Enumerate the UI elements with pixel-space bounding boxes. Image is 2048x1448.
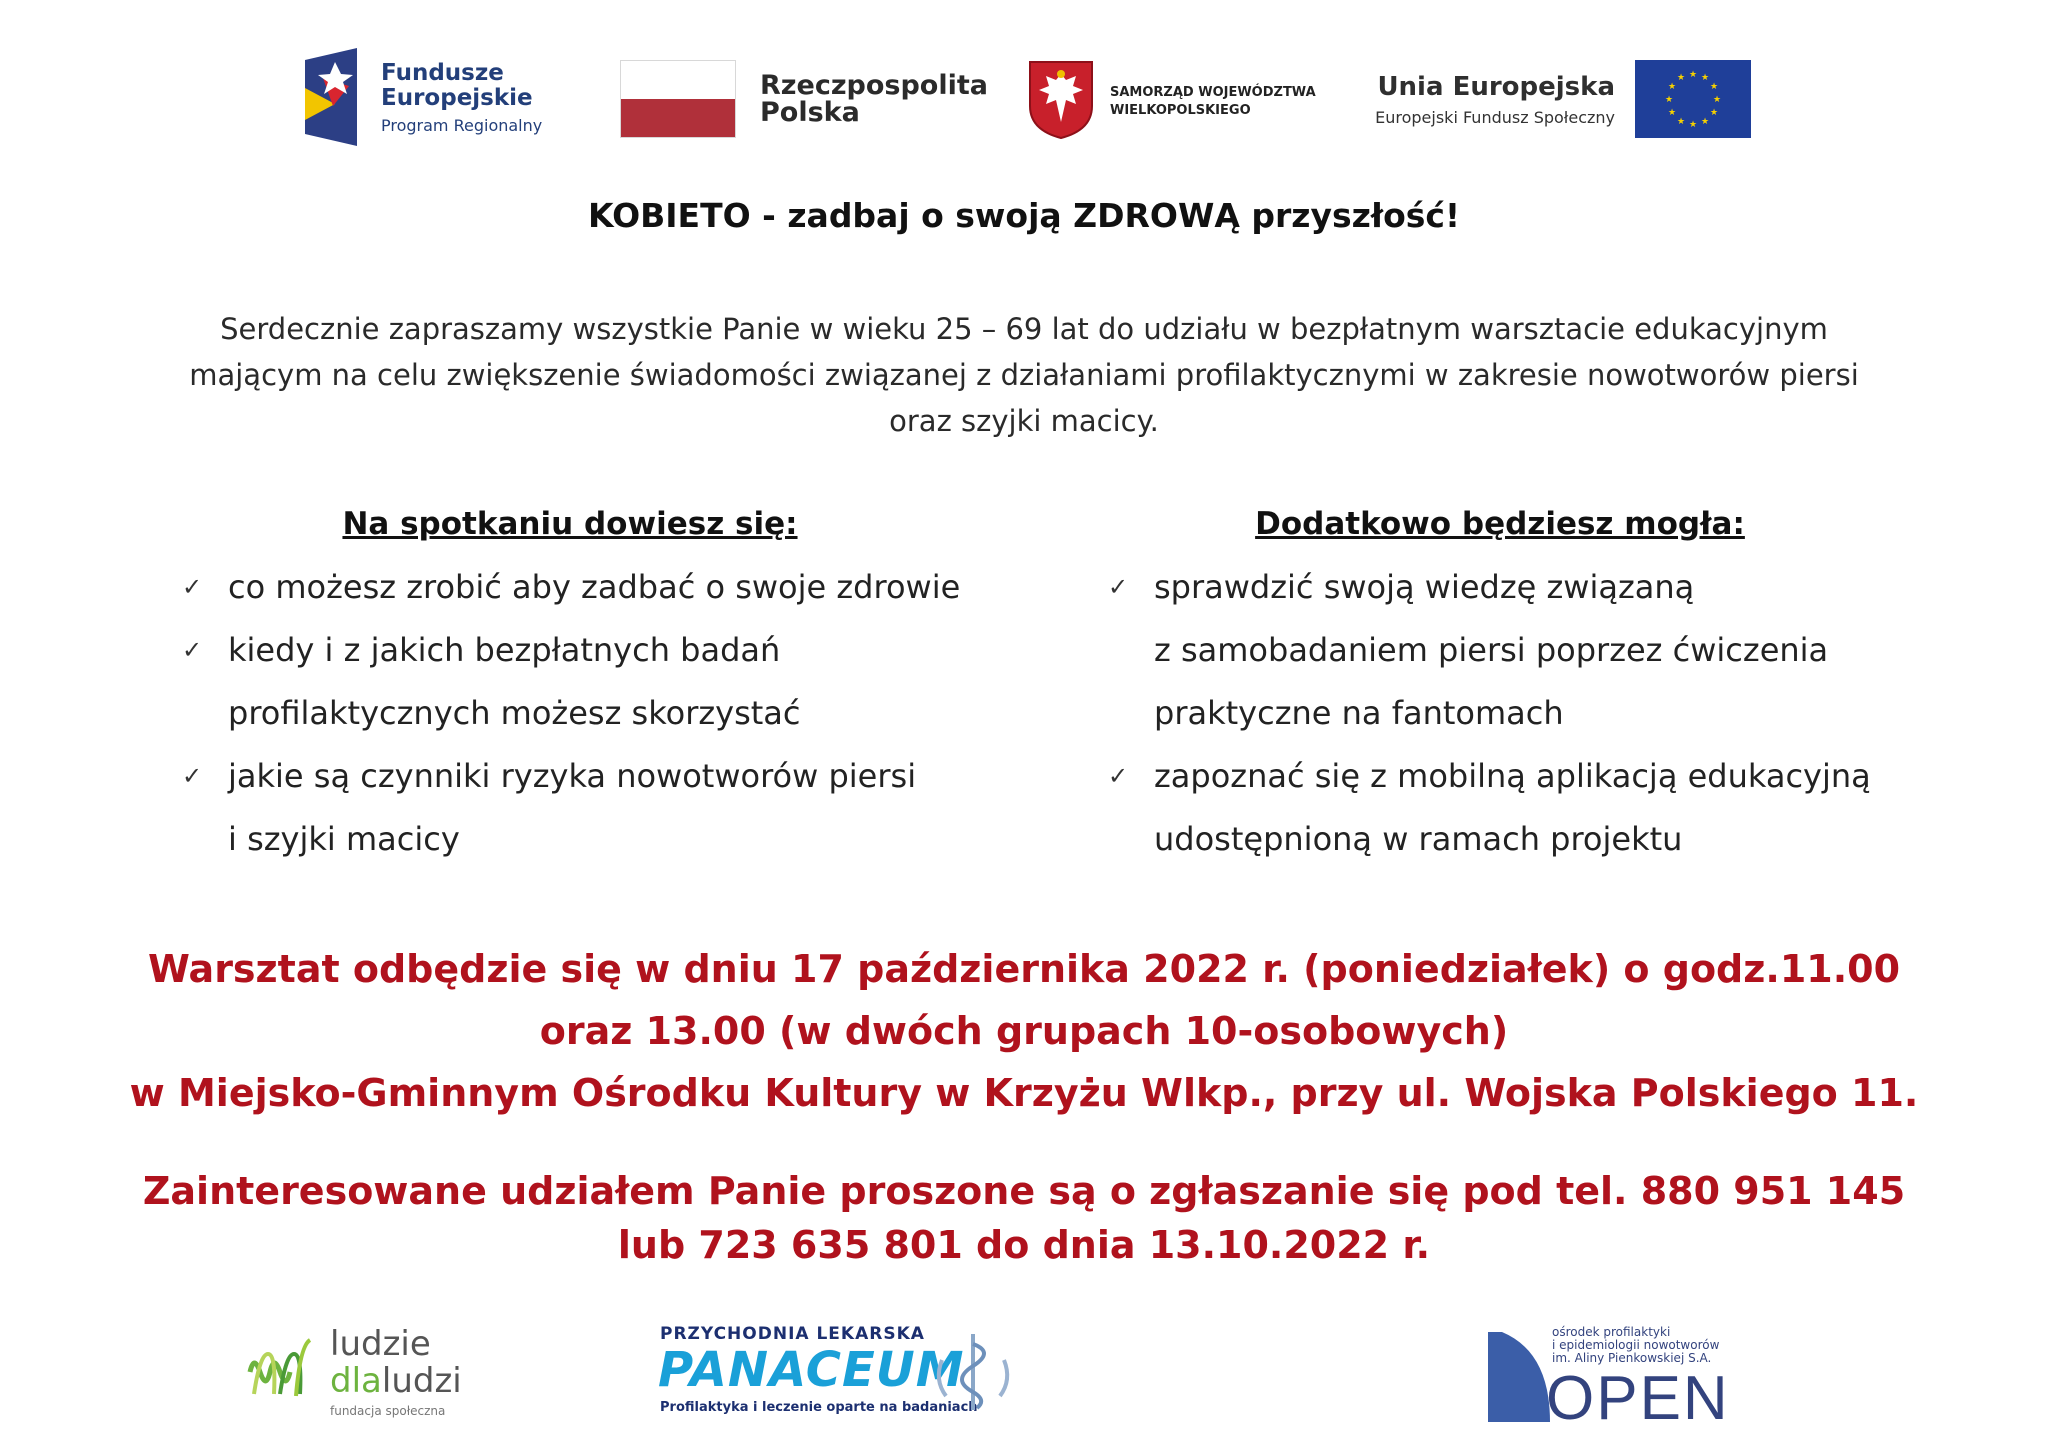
event-line1: Warsztat odbędzie się w dniu 17 października 2022 r. (poniedziałek) o godz.11.00 [147, 947, 1901, 991]
ldl-line2 [330, 1363, 462, 1400]
polish-flag-icon [620, 60, 736, 138]
svg-text:★: ★ [1676, 73, 1686, 83]
wlkp-line1: SAMORZĄD WOJEWÓDZTWA [1110, 85, 1316, 100]
open-mark-icon [1488, 1332, 1550, 1422]
fundusze-europejskie-logo [305, 44, 565, 154]
eu-text [1370, 72, 1615, 127]
svg-text:★: ★ [1709, 82, 1719, 92]
open-wordmark: OPEN [1546, 1364, 1730, 1433]
list-item-text: kiedy i z jakich bezpłatnych badań [228, 631, 781, 669]
list-item-text: co możesz zrobić aby zadbać o swoje zdrowie [228, 568, 961, 606]
left-checklist [182, 556, 1022, 871]
rp-line1: Rzeczpospolita [760, 70, 988, 101]
ldl-text [330, 1326, 462, 1400]
open-line3: im. Aliny Pienkowskiej S.A. [1552, 1351, 1712, 1365]
wlkp-text [1110, 84, 1316, 119]
unia-europejska-logo [1370, 60, 1760, 140]
svg-text:★: ★ [1712, 95, 1722, 105]
event-line2: oraz 13.00 (w dwóch grupach 10-osobowych) [539, 1009, 1509, 1053]
event-line3: w Miejsko-Gminnym Ośrodku Kultury w Krzyżu Wlkp., przy ul. Wojska Polskiego 11. [129, 1071, 1919, 1115]
svg-text:★: ★ [1700, 73, 1710, 83]
ludzie-dla-ludzi-mark-icon [244, 1332, 316, 1402]
svg-text:★: ★ [1667, 82, 1677, 92]
left-column-heading: Na spotkaniu dowiesz się: [342, 506, 798, 542]
intro-paragraph: Serdecznie zapraszamy wszystkie Panie w wieku 25 – 69 lat do udziału w bezpłatnym warsztacie edukacyjnym mającym na celu zwiększenie świadomości związanej z działaniami profilaktycznymi w zakresie nowotworów piersi oraz szyjki macicy. [189, 312, 1859, 438]
svg-text:★: ★ [1700, 117, 1710, 127]
list-item-text: i szyjki macicy [228, 820, 460, 858]
open-logo [1488, 1325, 1730, 1433]
fundusze-europejskie-text [381, 62, 542, 134]
eu-flag-icon [1635, 60, 1751, 138]
list-item-text: sprawdzić swoją wiedzę związaną [1154, 568, 1695, 606]
list-item-text: praktyczne na fantomach [1154, 694, 1564, 732]
ludzie-dla-ludzi-logo [244, 1326, 504, 1422]
contact-line1: Zainteresowane udziałem Panie proszone są o zgłaszanie się pod tel. 880 951 145 [142, 1169, 1906, 1213]
samorzad-wielkopolska-logo [1028, 60, 1328, 140]
svg-text:★: ★ [1667, 108, 1677, 118]
right-column-heading: Dodatkowo będziesz mogła: [1255, 506, 1745, 542]
page-title: KOBIETO - zadbaj o swoją ZDROWĄ przyszłość! [587, 196, 1461, 235]
list-item [182, 619, 1022, 745]
panaceum-tagline: Profilaktyka i leczenie oparte na badaniach [660, 1400, 978, 1415]
list-item [182, 556, 1022, 619]
list-item-text: z samobadaniem piersi poprzez ćwiczenia [1154, 631, 1829, 669]
rzeczpospolita-polska-logo [620, 60, 988, 140]
eu-line2: Europejski Fundusz Społeczny [1375, 108, 1615, 127]
eu-line1: Unia Europejska [1377, 72, 1615, 102]
checkmark-icon: ✓ [182, 573, 203, 601]
fe-line1: Fundusze [381, 60, 504, 86]
ldl-subtitle: fundacja społeczna [330, 1404, 446, 1418]
svg-text:★: ★ [1709, 108, 1719, 118]
wielkopolska-eagle-shield-icon [1028, 60, 1094, 140]
checkmark-icon: ✓ [1108, 762, 1129, 790]
panaceum-logo [660, 1324, 1020, 1424]
contact-info [0, 1164, 2048, 1272]
rp-text [760, 72, 988, 126]
svg-text:★: ★ [1664, 95, 1674, 105]
list-item-text: zapoznać się z mobilną aplikacją edukacyjną [1154, 757, 1871, 795]
rp-line2: Polska [760, 97, 860, 128]
wlkp-line2: WIELKOPOLSKIEGO [1110, 102, 1251, 118]
ldl-ludzi: ludzi [381, 1361, 462, 1401]
ldl-dla: dla [330, 1361, 382, 1401]
fundusze-europejskie-mark-icon [305, 48, 357, 146]
ldl-line1: ludzie [330, 1324, 431, 1364]
panaceum-top-text: PRZYCHODNIA LEKARSKA [660, 1324, 925, 1344]
open-small-text [1552, 1326, 1719, 1365]
open-line2: i epidemiologii nowotworów [1552, 1338, 1720, 1352]
checkmark-icon: ✓ [182, 636, 203, 664]
checkmark-icon: ✓ [1108, 573, 1129, 601]
fe-line3: Program Regionalny [381, 116, 543, 135]
svg-text:★: ★ [1676, 117, 1686, 127]
list-item-text: profilaktycznych możesz skorzystać [228, 694, 801, 732]
panaceum-name: PANACEUM [658, 1342, 965, 1398]
contact-line2: lub 723 635 801 do dnia 13.10.2022 r. [617, 1223, 1431, 1267]
open-line1: ośrodek profilaktyki [1552, 1325, 1671, 1339]
list-item [182, 745, 1022, 871]
list-item-text: jakie są czynniki ryzyka nowotworów piersi [228, 757, 917, 795]
checkmark-icon: ✓ [182, 762, 203, 790]
fe-line2: Europejskie [381, 85, 533, 111]
event-details [0, 938, 2048, 1124]
list-item [1108, 556, 1948, 745]
list-item-text: udostępnioną w ramach projektu [1154, 820, 1683, 858]
list-item [1108, 745, 1948, 871]
svg-text:★: ★ [1688, 120, 1698, 130]
svg-text:★: ★ [1688, 70, 1698, 80]
caduceus-icon [928, 1330, 1018, 1414]
right-checklist [1108, 556, 1948, 871]
